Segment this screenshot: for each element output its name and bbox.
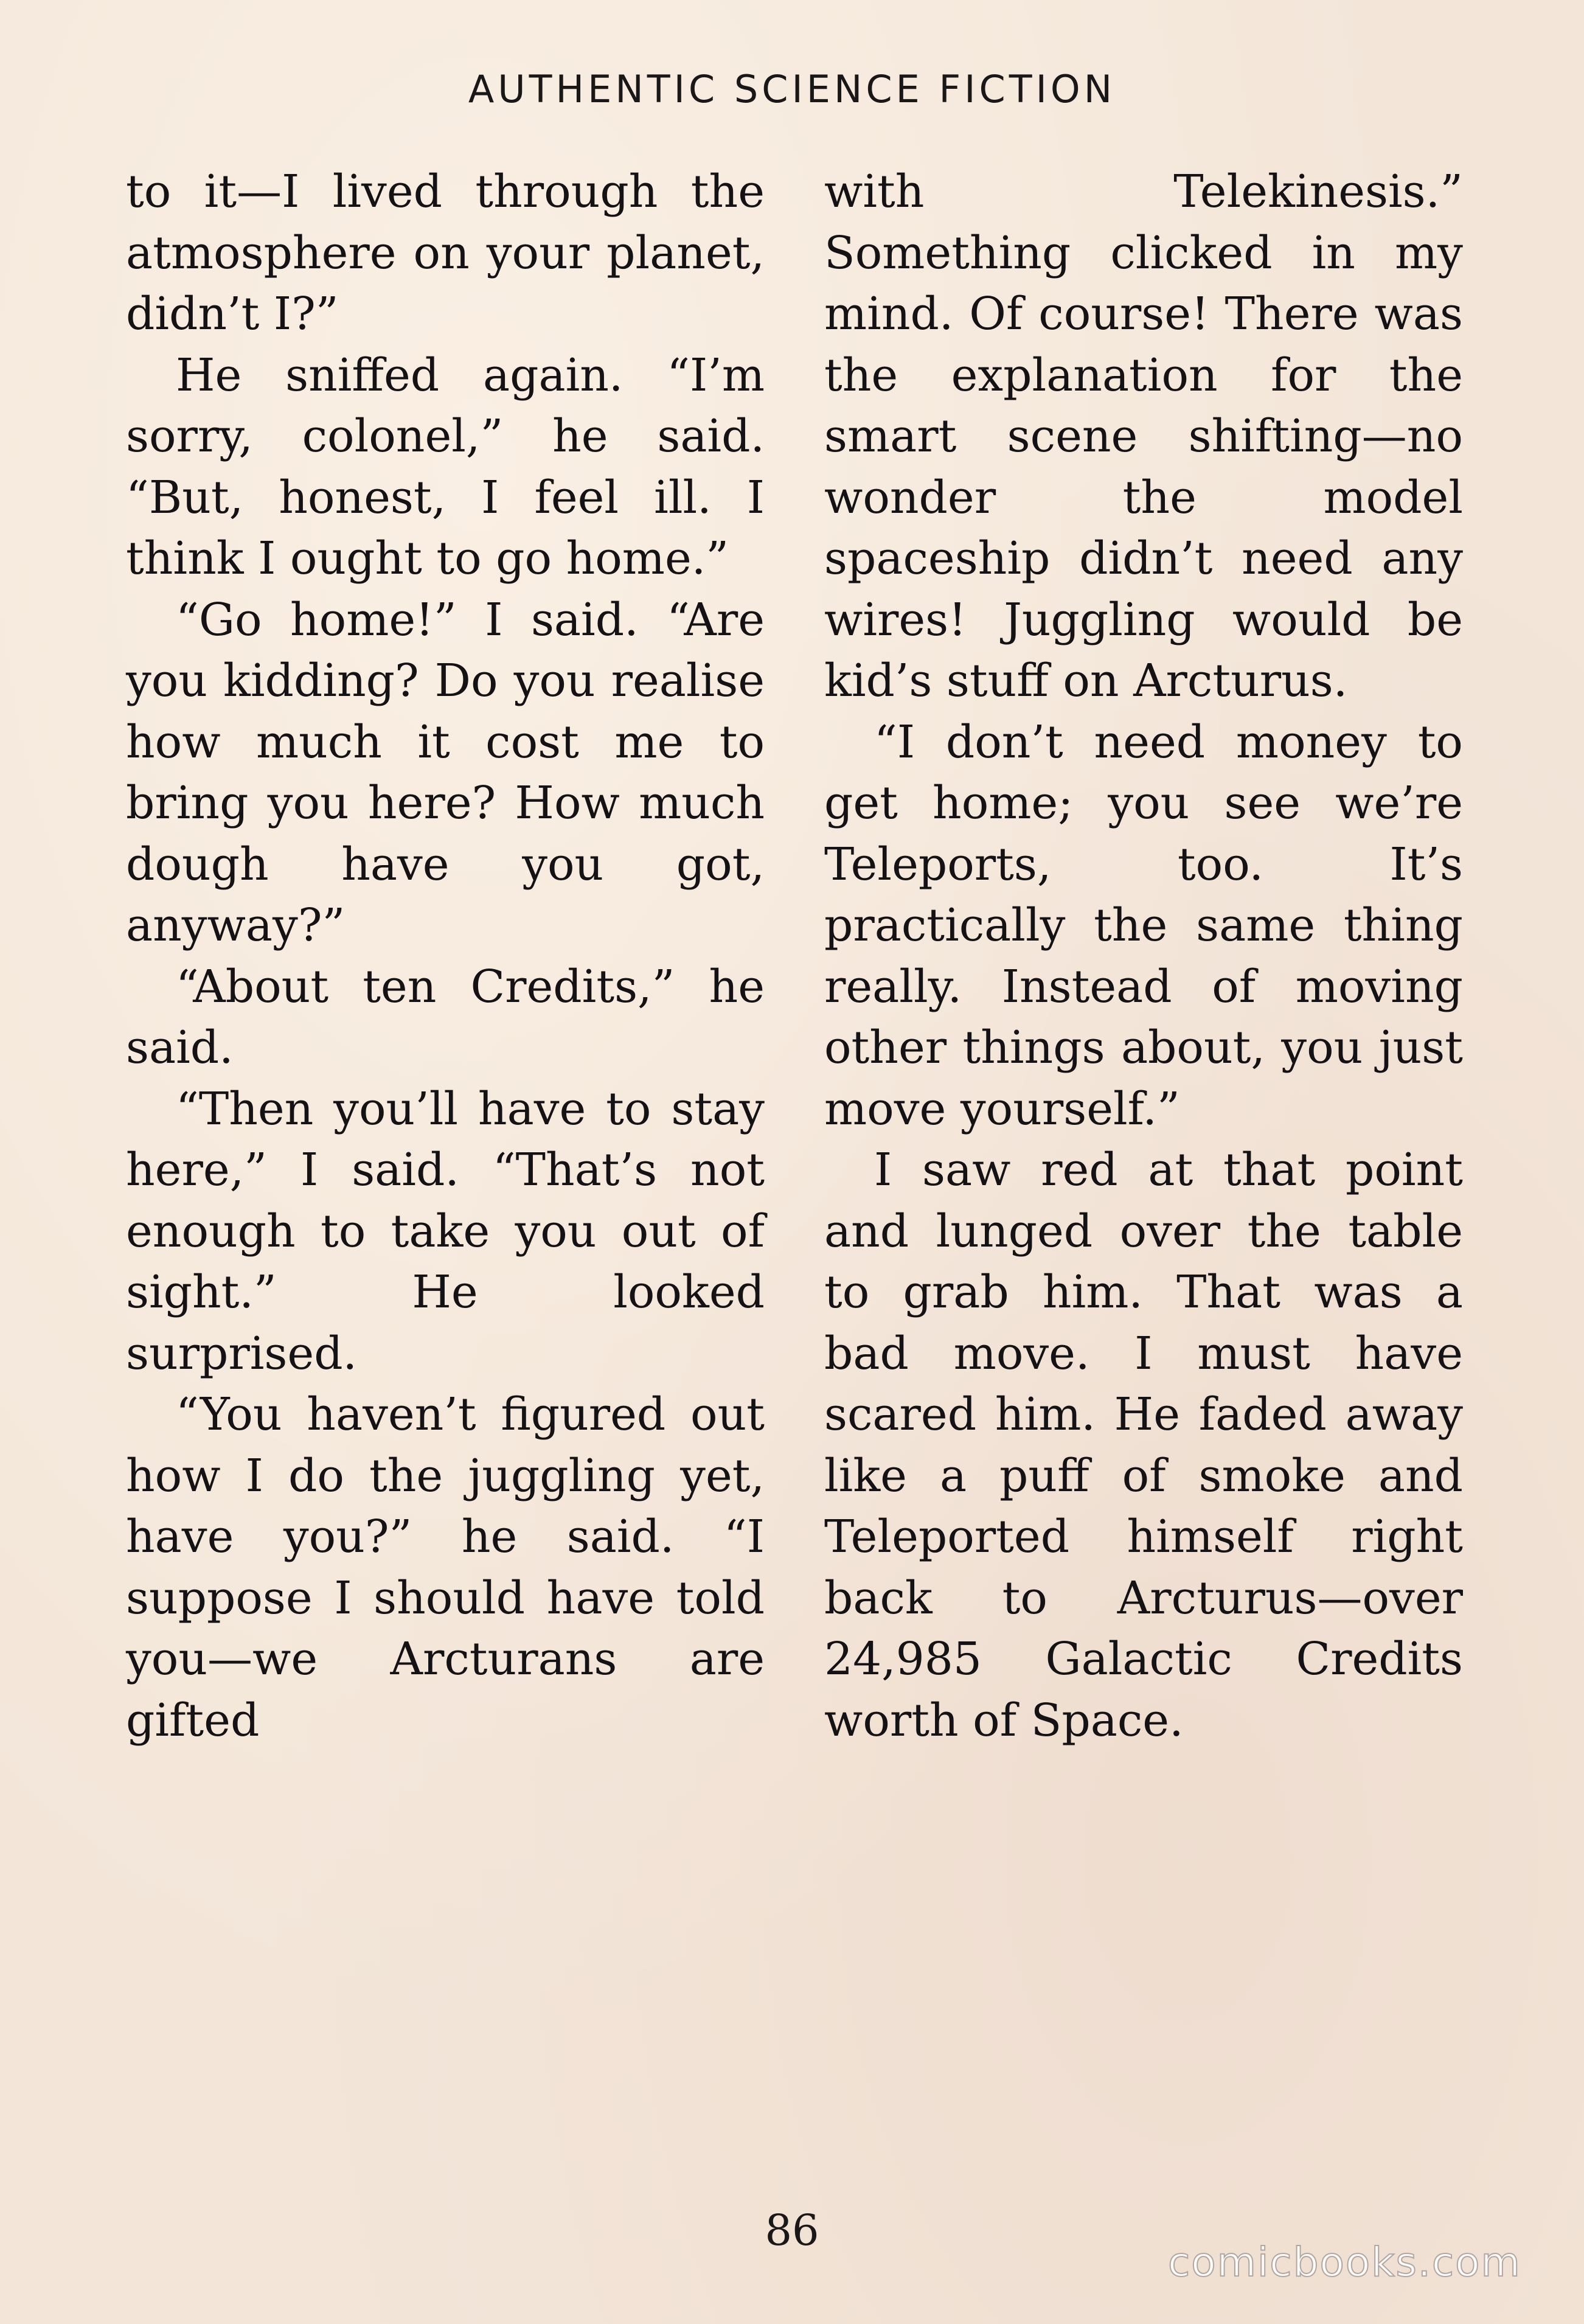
paragraph: He sniffed again. “I’m sorry, colonel,” he said. “But, honest, I feel ill. I think I ought to go home.” [126, 349, 765, 585]
paragraph: to it—I lived through the atmosphere on your planet, didn’t I?” [126, 165, 765, 340]
paragraph: “Then you’ll have to stay here,” I said. “That’s not enough to take you out of sight.” He looked surprised. [126, 1082, 765, 1380]
left-text-column [126, 161, 765, 1751]
paragraph: “About ten Credits,” he said. [126, 960, 765, 1074]
paragraph: I saw red at that point and lunged over the table to grab him. That was a bad move. I must have scared him. He faded away like a puff of smoke and Teleported himself right back to Arcturus—over 24,985 Galactic Credits worth of Space. [824, 1144, 1463, 1747]
paragraph: “Go home!” I said. “Are you kidding? Do you realise how much it cost me to bring you here? How much dough have you got, anyway?” [126, 593, 765, 952]
paragraph: “I don’t need money to get home; you see we’re Teleports, too. It’s practically the same thing really. Instead of moving other things about, you just move yourself.” [824, 715, 1463, 1135]
watermark-text: comicbooks.com [1168, 2239, 1521, 2286]
paragraph: “You haven’t figured out how I do the juggling yet, have you?” he said. “I suppose I should have told you—we Arcturans are gifted [126, 1388, 765, 1747]
running-head-title: AUTHENTIC SCIENCE FICTION [468, 67, 1116, 111]
paragraph: with Telekinesis.” Something clicked in my mind. Of course! There was the explanation for the smart scene shifting—no wonder the model spaceship didn’t need any wires! Juggling would be kid’s stuff on Arcturus. [824, 165, 1463, 707]
page-number: 86 [765, 2205, 819, 2255]
right-text-column [824, 161, 1463, 1751]
